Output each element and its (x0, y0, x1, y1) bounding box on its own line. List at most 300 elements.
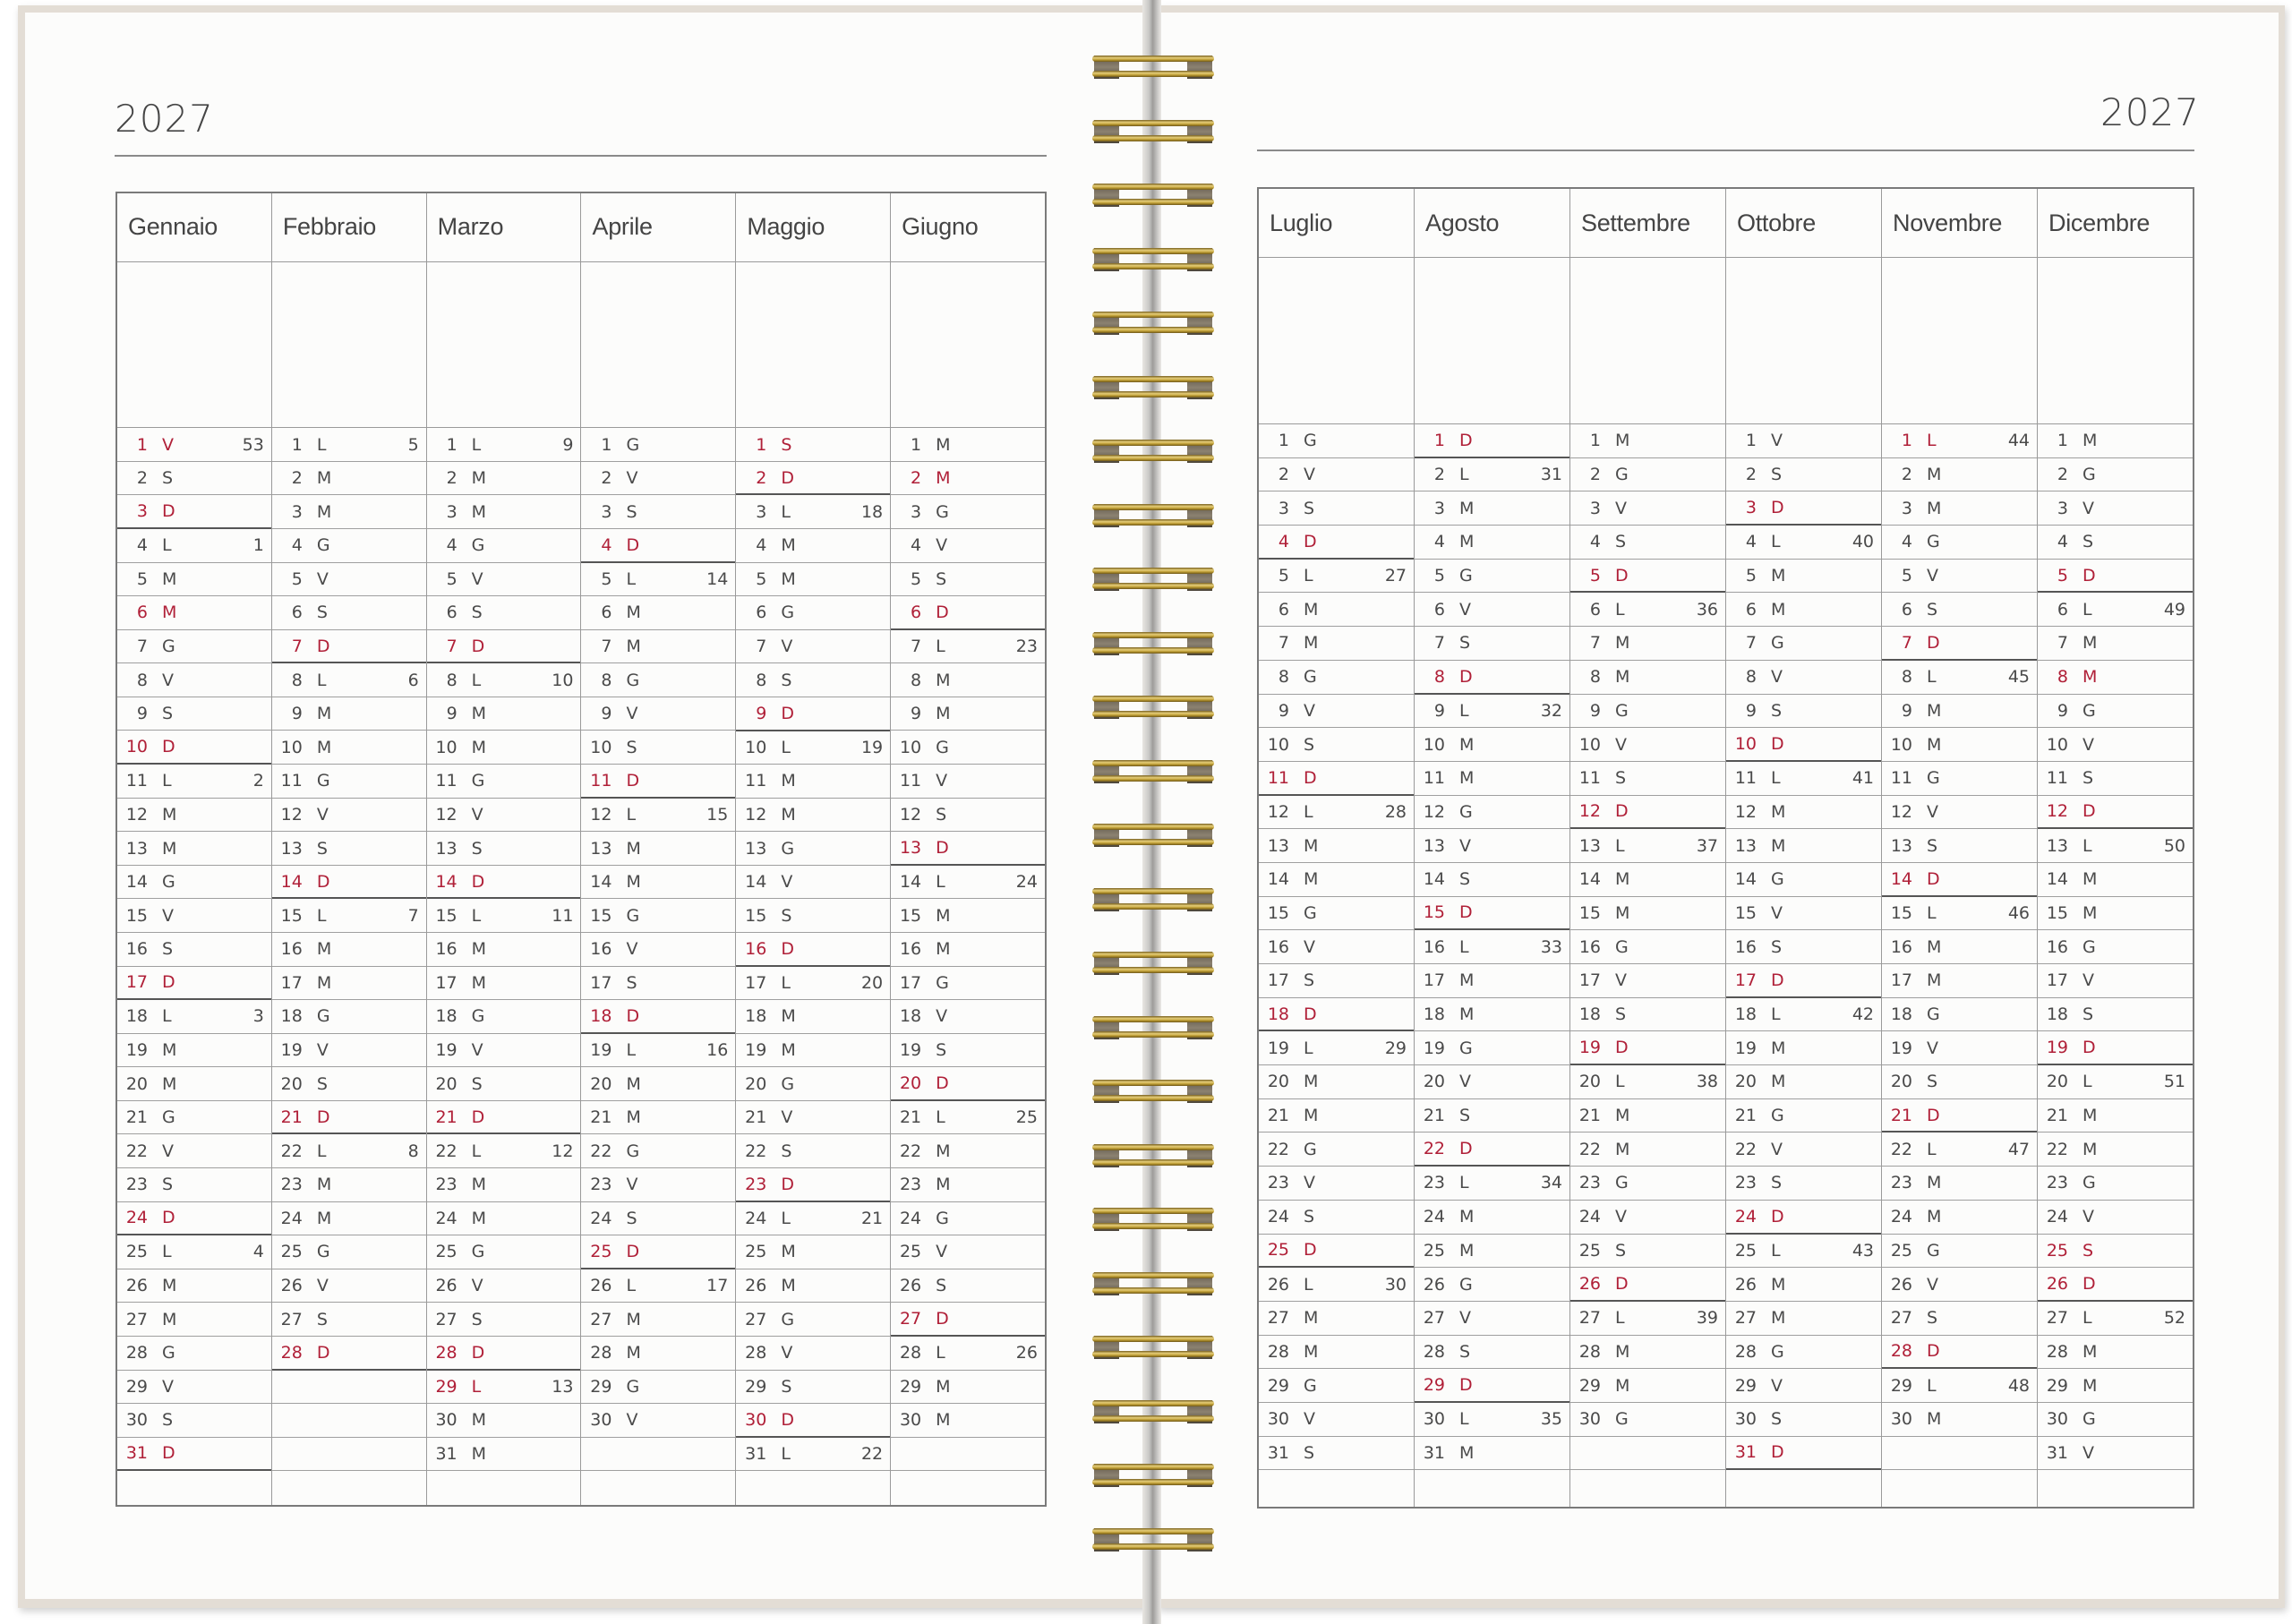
day-row[interactable] (1415, 1336, 1569, 1370)
day-row[interactable] (1415, 1369, 1569, 1403)
day-row[interactable] (117, 596, 271, 630)
day-row[interactable] (1726, 762, 1881, 796)
day-row[interactable] (581, 663, 735, 697)
day-row[interactable] (117, 663, 271, 697)
day-row[interactable] (1570, 1099, 1725, 1133)
day-row[interactable] (427, 899, 581, 933)
day-row[interactable] (1726, 964, 1881, 998)
day-row[interactable] (1882, 627, 2037, 661)
day-row[interactable] (117, 1404, 271, 1438)
day-row[interactable] (581, 1235, 735, 1269)
day-row[interactable] (272, 1034, 426, 1068)
day-row[interactable] (1882, 897, 2037, 931)
day-row[interactable] (1415, 1403, 1569, 1437)
day-row[interactable] (1415, 1235, 1569, 1269)
day-row[interactable] (581, 1404, 735, 1438)
day-row[interactable] (736, 799, 890, 833)
day-row[interactable] (891, 663, 1045, 697)
day-row[interactable] (1726, 998, 1881, 1032)
day-row[interactable] (1726, 661, 1881, 695)
month-notes-area[interactable] (272, 262, 426, 428)
day-row[interactable] (581, 1202, 735, 1236)
day-row[interactable] (272, 1337, 426, 1371)
day-row[interactable] (1259, 762, 1414, 796)
day-row[interactable] (891, 765, 1045, 799)
day-row[interactable] (1259, 930, 1414, 964)
day-row[interactable] (1415, 491, 1569, 526)
day-row[interactable] (427, 1438, 581, 1472)
day-row[interactable] (117, 866, 271, 900)
day-row[interactable] (1259, 1437, 1414, 1471)
day-row[interactable] (1882, 728, 2037, 762)
day-row[interactable] (1726, 728, 1881, 762)
day-row[interactable] (2038, 796, 2193, 830)
day-row[interactable] (2038, 728, 2193, 762)
day-row[interactable] (581, 799, 735, 833)
day-row[interactable] (1259, 1302, 1414, 1336)
day-row[interactable] (2038, 1201, 2193, 1235)
day-row[interactable] (272, 765, 426, 799)
day-row[interactable] (1726, 1336, 1881, 1370)
month-notes-area[interactable] (1259, 258, 1414, 424)
month-notes-area[interactable] (427, 262, 581, 428)
day-row[interactable] (1882, 458, 2037, 492)
day-row[interactable] (891, 899, 1045, 933)
day-row[interactable] (1726, 1369, 1881, 1403)
day-row[interactable] (1570, 695, 1725, 729)
day-row[interactable] (1415, 627, 1569, 661)
day-row[interactable] (1570, 593, 1725, 627)
day-row[interactable] (1259, 593, 1414, 627)
day-row[interactable] (1570, 1403, 1725, 1437)
day-row[interactable] (891, 832, 1045, 866)
day-row[interactable] (736, 1000, 890, 1034)
day-row[interactable] (736, 1337, 890, 1371)
day-row[interactable] (736, 1371, 890, 1405)
day-row[interactable] (117, 1000, 271, 1034)
day-row[interactable] (891, 1371, 1045, 1405)
day-row[interactable] (736, 428, 890, 462)
day-row[interactable] (1726, 491, 1881, 526)
day-row[interactable] (581, 596, 735, 630)
day-row[interactable] (1726, 560, 1881, 594)
day-row[interactable] (427, 1168, 581, 1202)
day-row[interactable] (1726, 1437, 1881, 1471)
day-row[interactable] (117, 1337, 271, 1371)
day-row[interactable] (1570, 1369, 1725, 1403)
day-row[interactable] (1259, 728, 1414, 762)
day-row[interactable] (1259, 661, 1414, 695)
day-row[interactable] (117, 1034, 271, 1068)
day-row[interactable] (427, 832, 581, 866)
day-row[interactable] (736, 967, 890, 1001)
day-row[interactable] (2038, 1167, 2193, 1201)
day-row[interactable] (1259, 1065, 1414, 1099)
day-row[interactable] (272, 731, 426, 765)
day-row[interactable] (1726, 1031, 1881, 1065)
month-notes-area[interactable] (1570, 258, 1725, 424)
day-row[interactable] (736, 1269, 890, 1303)
day-row[interactable] (2038, 1099, 2193, 1133)
day-row[interactable] (427, 1101, 581, 1135)
day-row[interactable] (891, 428, 1045, 462)
day-row[interactable] (891, 462, 1045, 496)
day-row[interactable] (2038, 897, 2193, 931)
day-row[interactable] (117, 765, 271, 799)
day-row[interactable] (1570, 424, 1725, 458)
day-row[interactable] (272, 563, 426, 597)
day-row[interactable] (1415, 1302, 1569, 1336)
day-row[interactable] (1259, 458, 1414, 492)
day-row[interactable] (1882, 661, 2037, 695)
month-notes-area[interactable] (1415, 258, 1569, 424)
day-row[interactable] (1882, 1369, 2037, 1403)
day-row[interactable] (1570, 1302, 1725, 1336)
day-row[interactable] (1415, 1065, 1569, 1099)
day-row[interactable] (891, 1303, 1045, 1337)
day-row[interactable] (736, 495, 890, 529)
day-row[interactable] (1570, 661, 1725, 695)
day-row[interactable] (117, 529, 271, 563)
day-row[interactable] (1259, 1235, 1414, 1269)
day-row[interactable] (891, 529, 1045, 563)
day-row[interactable] (2038, 424, 2193, 458)
day-row[interactable] (1882, 829, 2037, 863)
day-row[interactable] (736, 563, 890, 597)
day-row[interactable] (117, 1101, 271, 1135)
day-row[interactable] (272, 1269, 426, 1303)
day-row[interactable] (1415, 863, 1569, 897)
day-row[interactable] (581, 1134, 735, 1168)
day-row[interactable] (1415, 560, 1569, 594)
day-row[interactable] (272, 1134, 426, 1168)
day-row[interactable] (1259, 964, 1414, 998)
day-row[interactable] (1415, 829, 1569, 863)
day-row[interactable] (1415, 593, 1569, 627)
day-row[interactable] (427, 630, 581, 664)
day-row[interactable] (2038, 661, 2193, 695)
day-row[interactable] (1726, 1065, 1881, 1099)
day-row[interactable] (427, 1034, 581, 1068)
day-row[interactable] (1726, 526, 1881, 560)
day-row[interactable] (1726, 1302, 1881, 1336)
day-row[interactable] (1570, 491, 1725, 526)
day-row[interactable] (1415, 1133, 1569, 1167)
day-row[interactable] (581, 1471, 735, 1505)
day-row[interactable] (736, 866, 890, 900)
day-row[interactable] (272, 697, 426, 731)
day-row[interactable] (1570, 1470, 1725, 1504)
day-row[interactable] (1882, 1167, 2037, 1201)
day-row[interactable] (581, 1337, 735, 1371)
day-row[interactable] (272, 1202, 426, 1236)
day-row[interactable] (1415, 1031, 1569, 1065)
day-row[interactable] (1415, 930, 1569, 964)
day-row[interactable] (1726, 1133, 1881, 1167)
day-row[interactable] (891, 866, 1045, 900)
day-row[interactable] (272, 596, 426, 630)
day-row[interactable] (272, 462, 426, 496)
day-row[interactable] (427, 1067, 581, 1101)
day-row[interactable] (1259, 829, 1414, 863)
day-row[interactable] (1882, 526, 2037, 560)
day-row[interactable] (427, 1269, 581, 1303)
day-row[interactable] (891, 1067, 1045, 1101)
day-row[interactable] (736, 1303, 890, 1337)
day-row[interactable] (2038, 998, 2193, 1032)
day-row[interactable] (1259, 1167, 1414, 1201)
day-row[interactable] (427, 1134, 581, 1168)
day-row[interactable] (1882, 1133, 2037, 1167)
day-row[interactable] (2038, 1302, 2193, 1336)
day-row[interactable] (1882, 1437, 2037, 1471)
day-row[interactable] (1259, 1201, 1414, 1235)
day-row[interactable] (736, 596, 890, 630)
day-row[interactable] (272, 1101, 426, 1135)
day-row[interactable] (1726, 1403, 1881, 1437)
month-notes-area[interactable] (1882, 258, 2037, 424)
day-row[interactable] (1570, 526, 1725, 560)
day-row[interactable] (1882, 1099, 2037, 1133)
day-row[interactable] (1570, 762, 1725, 796)
month-notes-area[interactable] (891, 262, 1045, 428)
day-row[interactable] (1726, 930, 1881, 964)
day-row[interactable] (1259, 560, 1414, 594)
day-row[interactable] (581, 1067, 735, 1101)
day-row[interactable] (117, 697, 271, 731)
day-row[interactable] (117, 1438, 271, 1472)
day-row[interactable] (2038, 491, 2193, 526)
day-row[interactable] (736, 1168, 890, 1202)
day-row[interactable] (2038, 1437, 2193, 1471)
month-notes-area[interactable] (2038, 258, 2193, 424)
day-row[interactable] (117, 1269, 271, 1303)
day-row[interactable] (427, 1371, 581, 1405)
day-row[interactable] (581, 529, 735, 563)
day-row[interactable] (581, 1303, 735, 1337)
day-row[interactable] (736, 832, 890, 866)
day-row[interactable] (736, 1134, 890, 1168)
day-row[interactable] (272, 866, 426, 900)
day-row[interactable] (1882, 560, 2037, 594)
day-row[interactable] (891, 630, 1045, 664)
day-row[interactable] (891, 697, 1045, 731)
day-row[interactable] (272, 799, 426, 833)
day-row[interactable] (272, 495, 426, 529)
day-row[interactable] (2038, 526, 2193, 560)
day-row[interactable] (117, 1371, 271, 1405)
day-row[interactable] (581, 933, 735, 967)
day-row[interactable] (1570, 1133, 1725, 1167)
day-row[interactable] (891, 799, 1045, 833)
day-row[interactable] (891, 1404, 1045, 1438)
day-row[interactable] (581, 731, 735, 765)
day-row[interactable] (427, 765, 581, 799)
day-row[interactable] (736, 933, 890, 967)
day-row[interactable] (1882, 1403, 2037, 1437)
day-row[interactable] (1882, 695, 2037, 729)
day-row[interactable] (891, 1000, 1045, 1034)
day-row[interactable] (1726, 1099, 1881, 1133)
day-row[interactable] (736, 1101, 890, 1135)
day-row[interactable] (1882, 1268, 2037, 1302)
day-row[interactable] (1726, 863, 1881, 897)
day-row[interactable] (117, 630, 271, 664)
day-row[interactable] (427, 1202, 581, 1236)
day-row[interactable] (1570, 863, 1725, 897)
day-row[interactable] (1570, 1336, 1725, 1370)
day-row[interactable] (1570, 930, 1725, 964)
day-row[interactable] (1726, 695, 1881, 729)
day-row[interactable] (1415, 661, 1569, 695)
day-row[interactable] (891, 1269, 1045, 1303)
day-row[interactable] (736, 697, 890, 731)
day-row[interactable] (2038, 1403, 2193, 1437)
day-row[interactable] (272, 1471, 426, 1505)
day-row[interactable] (1259, 863, 1414, 897)
day-row[interactable] (272, 630, 426, 664)
day-row[interactable] (1415, 964, 1569, 998)
day-row[interactable] (1882, 491, 2037, 526)
day-row[interactable] (1415, 1470, 1569, 1504)
day-row[interactable] (1570, 627, 1725, 661)
day-row[interactable] (891, 596, 1045, 630)
day-row[interactable] (1259, 491, 1414, 526)
day-row[interactable] (427, 462, 581, 496)
day-row[interactable] (581, 1438, 735, 1472)
day-row[interactable] (1726, 424, 1881, 458)
day-row[interactable] (1259, 1470, 1414, 1504)
day-row[interactable] (2038, 695, 2193, 729)
day-row[interactable] (272, 1371, 426, 1405)
day-row[interactable] (272, 1168, 426, 1202)
day-row[interactable] (1882, 762, 2037, 796)
day-row[interactable] (2038, 762, 2193, 796)
day-row[interactable] (1882, 796, 2037, 830)
month-notes-area[interactable] (736, 262, 890, 428)
day-row[interactable] (117, 495, 271, 529)
day-row[interactable] (1726, 796, 1881, 830)
month-notes-area[interactable] (117, 262, 271, 428)
day-row[interactable] (1259, 1031, 1414, 1065)
day-row[interactable] (1570, 1167, 1725, 1201)
day-row[interactable] (2038, 627, 2193, 661)
day-row[interactable] (1726, 897, 1881, 931)
day-row[interactable] (427, 933, 581, 967)
day-row[interactable] (272, 933, 426, 967)
day-row[interactable] (117, 1471, 271, 1505)
day-row[interactable] (1259, 1268, 1414, 1302)
day-row[interactable] (2038, 1065, 2193, 1099)
day-row[interactable] (581, 1269, 735, 1303)
day-row[interactable] (1882, 593, 2037, 627)
day-row[interactable] (2038, 1235, 2193, 1269)
day-row[interactable] (117, 832, 271, 866)
day-row[interactable] (1259, 424, 1414, 458)
day-row[interactable] (581, 967, 735, 1001)
day-row[interactable] (427, 529, 581, 563)
day-row[interactable] (1726, 1470, 1881, 1504)
day-row[interactable] (581, 1168, 735, 1202)
day-row[interactable] (1415, 526, 1569, 560)
day-row[interactable] (1570, 964, 1725, 998)
day-row[interactable] (427, 1337, 581, 1371)
day-row[interactable] (117, 1202, 271, 1236)
day-row[interactable] (1415, 1167, 1569, 1201)
day-row[interactable] (581, 866, 735, 900)
day-row[interactable] (891, 1134, 1045, 1168)
day-row[interactable] (1570, 897, 1725, 931)
day-row[interactable] (1415, 998, 1569, 1032)
day-row[interactable] (736, 899, 890, 933)
day-row[interactable] (117, 1168, 271, 1202)
day-row[interactable] (1415, 796, 1569, 830)
day-row[interactable] (427, 495, 581, 529)
day-row[interactable] (581, 495, 735, 529)
day-row[interactable] (1415, 1201, 1569, 1235)
day-row[interactable] (1415, 424, 1569, 458)
day-row[interactable] (891, 1101, 1045, 1135)
day-row[interactable] (1259, 627, 1414, 661)
day-row[interactable] (117, 933, 271, 967)
day-row[interactable] (427, 799, 581, 833)
day-row[interactable] (117, 1134, 271, 1168)
month-notes-area[interactable] (1726, 258, 1881, 424)
day-row[interactable] (1882, 863, 2037, 897)
day-row[interactable] (272, 899, 426, 933)
day-row[interactable] (736, 663, 890, 697)
day-row[interactable] (117, 731, 271, 765)
day-row[interactable] (427, 428, 581, 462)
day-row[interactable] (272, 1067, 426, 1101)
day-row[interactable] (427, 663, 581, 697)
day-row[interactable] (1882, 424, 2037, 458)
day-row[interactable] (1259, 1336, 1414, 1370)
day-row[interactable] (1882, 1065, 2037, 1099)
day-row[interactable] (736, 529, 890, 563)
day-row[interactable] (1259, 526, 1414, 560)
day-row[interactable] (272, 428, 426, 462)
day-row[interactable] (272, 967, 426, 1001)
day-row[interactable] (1259, 998, 1414, 1032)
day-row[interactable] (1259, 1099, 1414, 1133)
day-row[interactable] (581, 1371, 735, 1405)
day-row[interactable] (2038, 1369, 2193, 1403)
day-row[interactable] (1570, 1268, 1725, 1302)
day-row[interactable] (581, 1034, 735, 1068)
day-row[interactable] (1882, 964, 2037, 998)
day-row[interactable] (891, 1168, 1045, 1202)
day-row[interactable] (581, 765, 735, 799)
day-row[interactable] (581, 630, 735, 664)
day-row[interactable] (2038, 458, 2193, 492)
day-row[interactable] (581, 428, 735, 462)
day-row[interactable] (1570, 560, 1725, 594)
day-row[interactable] (427, 1404, 581, 1438)
day-row[interactable] (736, 1034, 890, 1068)
day-row[interactable] (1570, 1235, 1725, 1269)
day-row[interactable] (1570, 796, 1725, 830)
day-row[interactable] (117, 462, 271, 496)
day-row[interactable] (891, 1034, 1045, 1068)
day-row[interactable] (736, 1067, 890, 1101)
day-row[interactable] (272, 832, 426, 866)
day-row[interactable] (1259, 897, 1414, 931)
day-row[interactable] (1415, 458, 1569, 492)
day-row[interactable] (1570, 728, 1725, 762)
day-row[interactable] (272, 1404, 426, 1438)
day-row[interactable] (117, 428, 271, 462)
